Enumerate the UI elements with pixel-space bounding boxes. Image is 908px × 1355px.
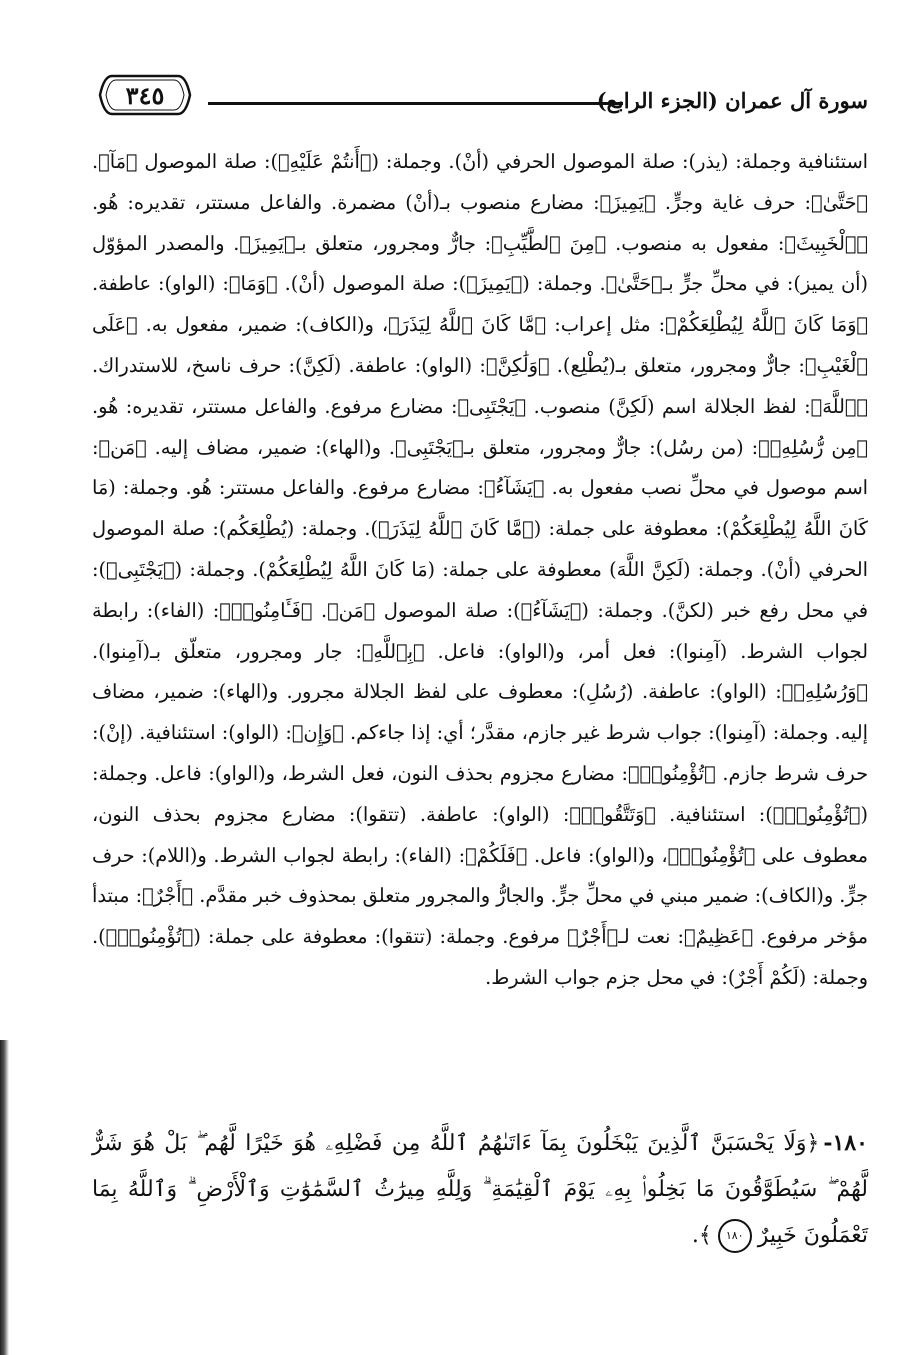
surah-title: سورة آل عمران (الجزء الرابع) [596,88,868,113]
book-binding-edge [0,1040,9,1355]
commentary-paragraph: استئنافية وجملة: (يذر): صلة الموصول الحرفي (أنْ). وجملة: (﴿أَنتُمْ عَلَيْهِ﴾): صلة الموصول ﴿مَآ﴾. ﴿حَتَّىٰ﴾: حرف غاية وجرٍّ. ﴿يَمِيزَ﴾: مضارع منصوب بـ(أنْ) مضمرة. والفاعل مستتر، تقديره: هُو. ﴿ٱلْخَبِيثَ﴾: مفعول به منصوب. ﴿مِنَ ٱلطَّيِّبِ﴾: جارٌّ ومجرور، متعلق بـ﴿يَمِيزَ﴾. والمصدر المؤوّل (أن يميز): في محلِّ جرٍّ بـ﴿حَتَّىٰ﴾. وجملة: (﴿يَمِيزَ﴾): صلة الموصول (أنْ). ﴿وَمَا﴾: (الواو): عاطفة. ﴿وَمَا كَانَ ٱللَّهُ لِيُطْلِعَكُمْ﴾: مثل إعراب: ﴿مَّا كَانَ ٱللَّهُ لِيَذَرَ﴾، و(الكاف): ضمير، مفعول به. ﴿عَلَى ٱلْغَيْبِ﴾: جارٌّ ومجرور، متعلق بـ(يُطْلِع). ﴿وَلَٰكِنَّ﴾: (الواو): عاطفة. (لَكِنَّ): حرف ناسخ، للاستدراك. ﴿ٱللَّهَ﴾: لفظ الجلالة اسم (لَكِنَّ) منصوب. ﴿يَجْتَبِى﴾: مضارع مرفوع. والفاعل مستتر، تقديره: هُو. ﴿مِن رُّسُلِهِۦ﴾: (من رسُل): جارٌّ ومجرور، متعلق بـ﴿يَجْتَبِى﴾. و(الهاء): ضمير، مضاف إليه. ﴿مَن﴾: اسم موصول في محلِّ نصب مفعول به. ﴿يَشَآءُ﴾: مضارع مرفوع. والفاعل مستتر: هُو. وجملة: (مَا كَانَ اللَّهُ لِيُطْلِعَكُمْ): معطوفة على جملة: (﴿مَّا كَانَ ٱللَّهُ لِيَذَرَ﴾). وجملة: (يُطْلِعَكُم): صلة الموصول الحرفي (أنْ). وجملة: (لَكِنَّ اللَّهَ) معطوفة على جملة: (مَا كَانَ اللَّهُ لِيُطْلِعَكُمْ). وجملة: (﴿يَجْتَبِى﴾): في محل رفع خبر (لكنَّ). وجملة: (﴿يَشَآءُ﴾): صلة الموصول ﴿مَن﴾. ﴿فَـَٔامِنُوا۟﴾: (الفاء): رابطة لجواب الشرط. (آمِنوا): فعل أمر، و(الواو): فاعل. ﴿بِٱللَّهِ﴾: جار ومجرور، متعلّق بـ(آمِنوا). ﴿وَرُسُلِهِۦ﴾: (الواو): عاطفة. (رُسُلِ): معطوف على لفظ الجلالة مجرور. و(الهاء): ضمير، مضاف إليه. وجملة: (آمِنوا): جواب شرط غير جازم، مقدَّر؛ أي: إذا جاءكم. ﴿وَإِن﴾: (الواو): استئنافية. (إنْ): حرف شرط جازم. ﴿تُؤْمِنُوا۟﴾: مضارع مجزوم بحذف النون، فعل الشرط، و(الواو): فاعل. وجملة: (﴿تُؤْمِنُوا۟﴾): استئنافية. ﴿وَتَتَّقُوا۟﴾: (الواو): عاطفة. (تتقوا): مضارع مجزوم بحذف النون، معطوف على ﴿تُؤْمِنُوا۟﴾، و(الواو): فاعل. ﴿فَلَكُمْ﴾: (الفاء): رابطة لجواب الشرط. و(اللام): حرف جرٍّ. و(الكاف): ضمير مبني في محلِّ جرٍّ. والجارُّ والمجرور متعلق بمحذوف خبر مقدَّم. ﴿أَجْرٌ﴾: مبتدأ مؤخر مرفوع. ﴿عَظِيمٌ﴾: نعت لـ﴿أَجْرٌ﴾ مرفوع. وجملة: (تتقوا): معطوفة على جملة: (﴿تُؤْمِنُوا۟﴾). وجملة: (لَكُمْ أَجْرٌ): في محل جزم جواب الشرط. [92,150,868,989]
verse-closing: ﴾. [691,1223,712,1248]
page-header [80,68,868,122]
verse-text: ﴿وَلَا يَحْسَبَنَّ ٱلَّذِينَ يَبْخَلُونَ بِمَآ ءَاتَىٰهُمُ ٱللَّهُ مِن فَضْلِهِۦ هُوَ خَيْرًا لَّهُم ۖ بَلْ هُوَ شَرٌّ لَّهُمْ ۖ سَيُطَوَّقُونَ مَا بَخِلُوا۟ بِهِۦ يَوْمَ ٱلْقِيَٰمَةِ ۗ وَلِلَّهِ مِيرَٰثُ ٱلسَّمَٰوَٰتِ وَٱلْأَرْضِ ۗ وَٱللَّهُ بِمَا تَعْمَلُونَ خَبِيرٌ [92,1131,868,1248]
page-number-box [98,74,192,116]
header-rule [208,102,623,105]
verse-paragraph [92,1120,868,1259]
quran-verse-180 [92,1120,868,1259]
ayah-end-marker: ١٨٠ [718,1219,752,1253]
grammar-commentary [92,142,868,999]
page-number: ٣٤٥ [125,80,165,110]
verse-number: ١٨٠- [823,1130,868,1156]
